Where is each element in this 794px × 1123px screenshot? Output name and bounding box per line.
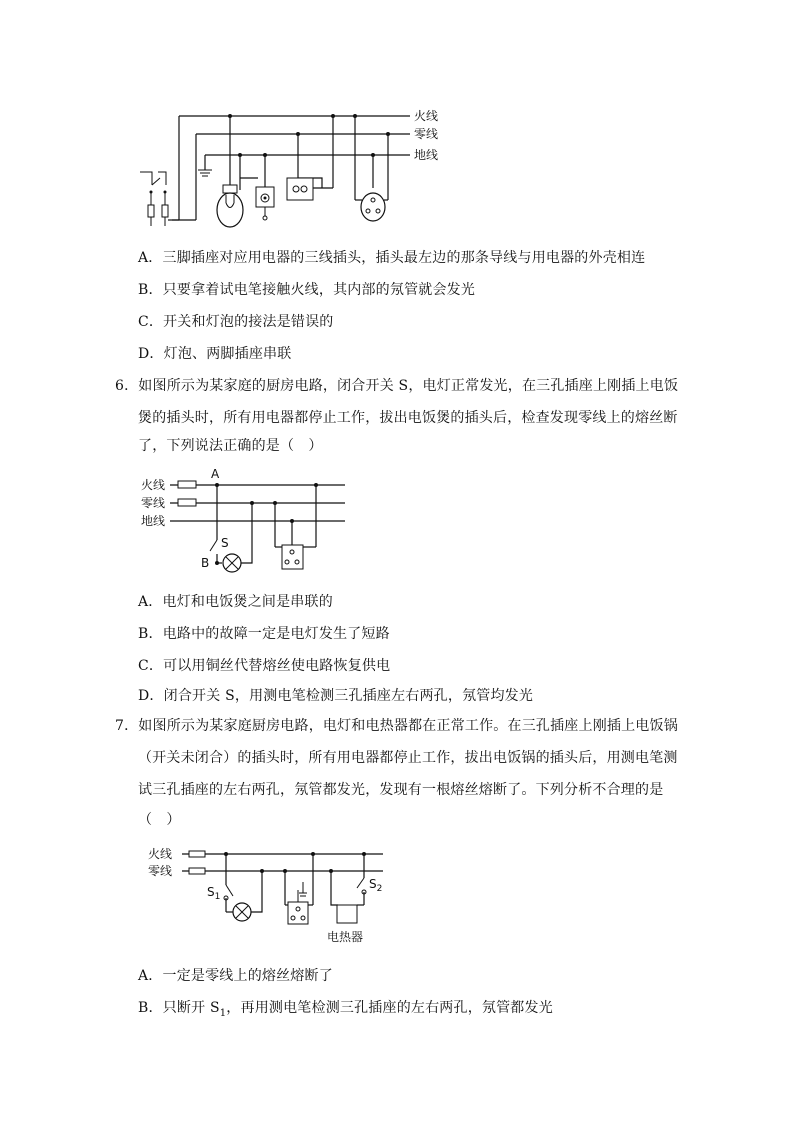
three-pin-socket bbox=[361, 193, 385, 221]
q6-stem-line-3: 了，下列说法正确的是（ ） bbox=[138, 438, 323, 454]
three-pin-socket bbox=[288, 902, 308, 924]
q7-stem-line-2: （开关未闭合）的插头时，所有用电器都停止工作，拔出电饭锅的插头后，用测电笔测 bbox=[138, 750, 678, 766]
q7-label-s1: $S_1$ bbox=[207, 885, 221, 902]
q6-option-c: C．可以用铜丝代替熔丝使电路恢复供电 bbox=[138, 658, 391, 674]
three-pin-socket bbox=[282, 545, 303, 569]
label-neutral-wire: 零线 bbox=[414, 127, 439, 141]
label-live-wire: 火线 bbox=[414, 109, 439, 123]
q6-label-s: S bbox=[221, 536, 229, 550]
q6-stem-line-2: 煲的插头时，所有用电器都停止工作，拔出电饭煲的插头后，检查发现零线上的熔丝断 bbox=[138, 410, 678, 426]
q7-stem-line-4: （ ） bbox=[138, 812, 181, 828]
q6-option-b: B．电路中的故障一定是电灯发生了短路 bbox=[138, 626, 390, 642]
q6-option-a: A．电灯和电饭煲之间是串联的 bbox=[138, 594, 333, 610]
q6-label-neutral: 零线 bbox=[141, 496, 166, 510]
q7-stem-line-3: 试三孔插座的左右两孔，氖管都发光，发现有一根熔丝熔断了。下列分析不合理的是 bbox=[138, 782, 664, 798]
bulb-icon bbox=[217, 193, 243, 227]
q6-stem-line-1: 6．如图所示为某家庭的厨房电路，闭合开关 S，电灯正常发光，在三孔插座上刚插上电饭 bbox=[115, 378, 679, 394]
lamp-socket bbox=[223, 185, 237, 193]
q6-option-d: D．闭合开关 S，用测电笔检测三孔插座左右两孔，氖管均发光 bbox=[138, 688, 534, 704]
q6-label-b: B bbox=[201, 556, 210, 570]
q6-label-ground: 地线 bbox=[141, 514, 166, 528]
label-ground-wire: 地线 bbox=[414, 148, 439, 162]
electric-heater bbox=[337, 905, 357, 923]
q5-option-a: A．三脚插座对应用电器的三线插头，插头最左边的那条导线与用电器的外壳相连 bbox=[138, 250, 646, 266]
q6-label-live: 火线 bbox=[141, 478, 166, 492]
q7-label-heater: 电热器 bbox=[327, 930, 364, 944]
q5-option-b: B．只要拿着试电笔接触火线，其内部的氖管就会发光 bbox=[138, 282, 476, 298]
q7-option-a: A．一定是零线上的熔丝熔断了 bbox=[138, 968, 333, 984]
q7-stem-line-1: 7．如图所示为某家庭厨房电路，电灯和电热器都在正常工作。在三孔插座上刚插上电饭锅 bbox=[115, 718, 678, 734]
two-pin-socket bbox=[287, 178, 313, 200]
q7-label-live: 火线 bbox=[148, 847, 173, 861]
q7-circuit-figure bbox=[0, 840, 794, 950]
q6-label-a: A bbox=[211, 467, 220, 481]
figure-household-circuit bbox=[0, 0, 794, 240]
q7-label-s2: $S_2$ bbox=[369, 877, 383, 894]
q6-circuit-figure bbox=[0, 465, 794, 585]
q7-label-neutral: 零线 bbox=[148, 864, 173, 878]
q5-option-d: D．灯泡、两脚插座串联 bbox=[138, 346, 292, 362]
q5-option-c: C．开关和灯泡的接法是错误的 bbox=[138, 314, 334, 330]
q7-option-b: B．只断开 $S_1$，再用测电笔检测三孔插座的左右两孔，氖管都发光 bbox=[138, 1000, 553, 1019]
